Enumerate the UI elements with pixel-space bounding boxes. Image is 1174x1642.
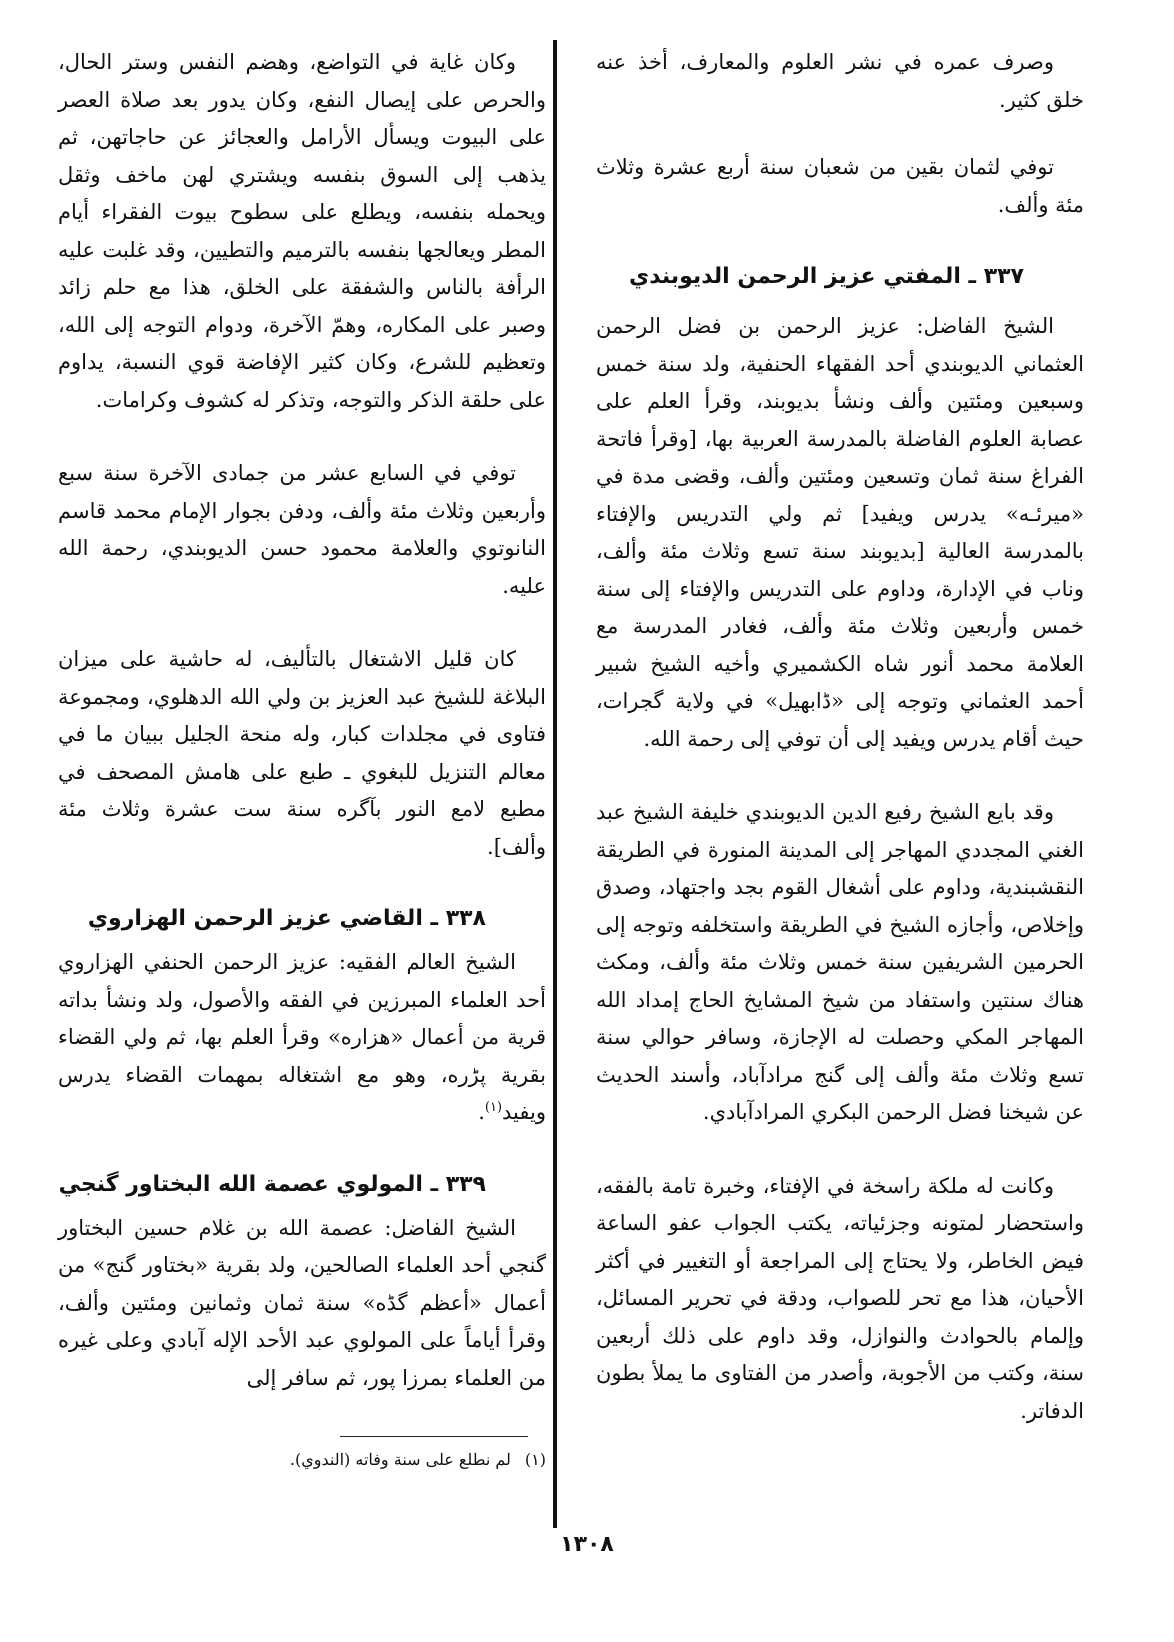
right-column bbox=[596, 44, 1084, 1466]
paragraph: كان قليل الاشتغال بالتأليف، له حاشية على ميزان البلاغة للشيخ عبد العزيز بن ولي الله الدهلوي، ومجموعة فتاوى في مجلدات كبار، وله منحة الجليل ببيان ما في معالم التنزيل للبغوي ـ طبع على هامش المصحف في مطبع لامع النور بآگره سنة ست عشرة وثلاث مئة وألف]. bbox=[58, 647, 546, 859]
entry-heading-337: ٣٣٧ ـ المفتي عزيز الرحمن الديوبندي bbox=[629, 264, 1024, 289]
paragraph: وصرف عمره في نشر العلوم والمعارف، أخذ عنه خلق كثير. bbox=[596, 50, 1084, 112]
paragraph: توفي لثمان بقين من شعبان سنة أربع عشرة وثلاث مئة وألف. bbox=[596, 155, 1084, 217]
paragraph: وكان غاية في التواضع، وهضم النفس وستر الحال، والحرص على إيصال النفع، وكان يدور بعد صلاة العصر على البيوت ويسأل الأرامل والعجائز عن حاجاتهن، ثم يذهب إلى السوق بنفسه ويشتري لهن ماخف وثقل ويحمله بنفسه، ويطلع على سطوح بيوت الفقراء أيام المطر ويعالجها بنفسه بالترميم والتطيين، وقد غلبت عليه الرأفة بالناس والشفقة على الخلق، هذا مع حلم زائد وصبر على المكاره، وهمّ الآخرة، ودوام التوجه إلى الله، وتعظيم للشرع، وكان كثير الإفاضة قوي النسبة، يداوم على حلقة الذكر والتوجه، وتذكر له كشوف وكرامات. bbox=[58, 50, 547, 412]
paragraph-end: . bbox=[478, 1100, 485, 1124]
paragraph bbox=[58, 944, 546, 1132]
paragraph: الشيخ الفاضل: عزيز الرحمن بن فضل الرحمن العثماني الديوبندي أحد الفقهاء الحنفية، ولد سنة خمس وسبعين ومئتين وألف ونشأ بديوبند، وقرأ العلم على عصابة العلوم الفاضلة بالمدرسة العربية بها، [وقرأ فاتحة الفراغ سنة ثمان وتسعين ومئتين وألف، وقضى مدة في «ميرئـه» يدرس ويفيد] ثم ولي التدريس والإفتاء بالمدرسة العالية [بديوبند سنة تسع وثلاث مئة وألف، وناب في الإدارة، وداوم على التدريس والإفتاء إلى سنة خمس وأربعين وثلاث مئة وألف، فغادر المدرسة مع العلامة محمد أنور شاه الكشميري وأخيه الشيخ شبير أحمد العثماني وتوجه إلى «ڈابهيل» في ولاية گجرات، حيث أقام يدرس ويفيد إلى أن توفي إلى رحمة الله. bbox=[596, 314, 1084, 751]
footnote bbox=[58, 1448, 546, 1472]
column-divider bbox=[553, 40, 557, 1528]
left-column bbox=[58, 44, 546, 1433]
page-number: ١٣٠٨ bbox=[560, 1532, 614, 1557]
footnote-number: (١) bbox=[524, 1450, 546, 1469]
footnote-text: لم نطلع على سنة وفاته (الندوي). bbox=[289, 1450, 511, 1469]
paragraph: توفي في السابع عشر من جمادى الآخرة سنة سبع وأربعين وثلاث مئة وألف، ودفن بجوار الإمام محمد قاسم النانوتوي والعلامة محمود حسن الديوبندي، رحمة الله عليه. bbox=[58, 461, 546, 598]
footnote-divider bbox=[340, 1436, 528, 1437]
paragraph-text: الشيخ العالم الفقيه: عزيز الرحمن الحنفي الهزاروي أحد العلماء المبرزين في الفقه والأصول، ولد ونشأ بداته قرية من أعمال «هزاره» وقرأ العلم بها، ثم ولي القضاء بقرية پڑره، وهو مع اشتغاله بمهمات القضاء يدرس ويفيد bbox=[58, 950, 546, 1124]
paragraph: وقد بايع الشيخ رفيع الدين الديوبندي خليفة الشيخ عبد الغني المجددي المهاجر إلى المدينة المنورة في الطريقة النقشبندية، وداوم على أشغال القوم بجد واجتهاد، وصدق وإخلاص، وأجازه الشيخ في الطريقة واستخلفه وتوجه إلى الحرمين الشريفين سنة خمس وثلاث مئة وألف، ومكث هناك سنتين واستفاد من شيخ المشايخ الحاج إمداد الله المهاجر المكي وحصلت له الإجازة، وسافر حوالي سنة تسع وثلاث مئة وألف إلى گنج مرادآباد، وأسند الحديث عن شيخنا فضل الرحمن البكري المرادآبادي. bbox=[596, 800, 1084, 1124]
paragraph: وكانت له ملكة راسخة في الإفتاء، وخبرة تامة بالفقه، واستحضار لمتونه وجزئياته، يكتب الجواب عفو الساعة فيض الخاطر، ولا يحتاج إلى المراجعة أو التغيير في أكثر الأحيان، هذا مع تحر للصواب، ودقة في تحرير المسائل، وإلمام بالحوادث والنوازل، وقد داوم على ذلك أربعين سنة، وكتب من الأجوبة، وأصدر من الفتاوى ما يملأ بطون الدفاتر. bbox=[596, 1173, 1084, 1423]
entry-heading-338: ٣٣٨ ـ القاضي عزيز الرحمن الهزاروي bbox=[87, 906, 486, 931]
entry-heading-339: ٣٣٩ ـ المولوي عصمة الله البختاور گنجي bbox=[58, 1171, 486, 1197]
paragraph: الشيخ الفاضل: عصمة الله بن غلام حسين البختاور گنجي أحد العلماء الصالحين، ولد بقرية «بختاور گنج» من أعمال «أعظم گڈه» سنة ثمان وثمانين ومئتين وألف، وقرأ أياماً على المولوي عبد الأحد الإله آبادي وعلى غيره من العلماء بمرزا پور، ثم سافر إلى bbox=[58, 1215, 546, 1390]
footnote-marker: (١) bbox=[484, 1100, 503, 1115]
